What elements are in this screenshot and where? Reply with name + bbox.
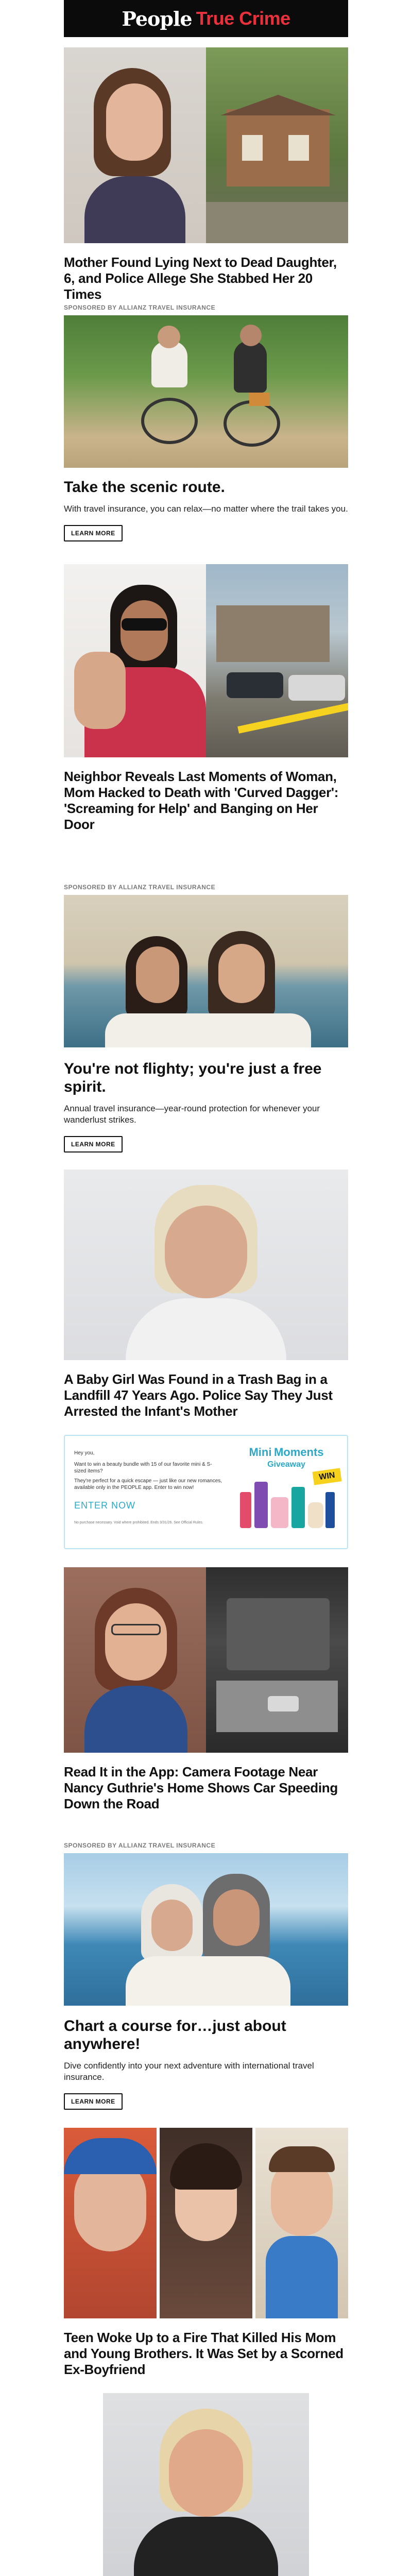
story-headline[interactable]: Neighbor Reveals Last Moments of Woman, Mom Hacked to Death with 'Curved Dagger': 'Screaming for Help' and Banging on Her Door bbox=[64, 769, 339, 832]
ad-body: With travel insurance, you can relax—no matter where the trail takes you. bbox=[64, 504, 348, 514]
ad-image[interactable] bbox=[64, 315, 348, 468]
victim-photo bbox=[255, 2128, 348, 2318]
story-card[interactable] bbox=[64, 1170, 348, 1419]
beauty-products bbox=[235, 1477, 338, 1533]
story-card[interactable] bbox=[64, 2393, 348, 2576]
scene-photo bbox=[206, 564, 348, 757]
story-image[interactable] bbox=[103, 2393, 309, 2576]
giveaway-text-1: Want to win a beauty bundle with 15 of our favorite mini & S-sized items? bbox=[74, 1462, 212, 1474]
story-headline[interactable]: A Baby Girl Was Found in a Trash Bag in a Landfill 47 Years Ago. Police Say They Just Arrested the Infant's Mother bbox=[64, 1371, 333, 1419]
victim-photo bbox=[160, 2128, 252, 2318]
giveaway-title-giveaway: Giveaway bbox=[267, 1460, 305, 1469]
story-headline[interactable]: Mother Found Lying Next to Dead Daughter, 6, and Police Allege She Stabbed Her 20 Times bbox=[64, 255, 337, 302]
newsletter-header[interactable] bbox=[64, 0, 348, 37]
ad-headline[interactable]: Take the scenic route. bbox=[64, 479, 225, 496]
story-image[interactable] bbox=[64, 47, 348, 243]
portrait-photo bbox=[64, 1567, 206, 1753]
ad-image[interactable] bbox=[64, 895, 348, 1047]
giveaway-title-moments: Moments bbox=[273, 1446, 324, 1459]
mugshot-photo bbox=[64, 47, 206, 243]
learn-more-button[interactable]: LEARN MORE bbox=[64, 525, 123, 541]
story-headline[interactable]: Teen Woke Up to a Fire That Killed His Mom and Young Brothers. It Was Set by a Scorned Ex-Boyfriend bbox=[64, 2330, 344, 2377]
story-card[interactable] bbox=[64, 1567, 348, 1812]
ad-headline[interactable]: Chart a course for…just about anywhere! bbox=[64, 2018, 286, 2053]
victim-photo bbox=[64, 2128, 157, 2318]
ad-block bbox=[64, 884, 348, 1153]
ad-block bbox=[64, 304, 348, 541]
story-image[interactable] bbox=[64, 2128, 348, 2318]
camera-footage bbox=[206, 1567, 348, 1753]
sponsor-label: SPONSORED BY ALLIANZ TRAVEL INSURANCE bbox=[64, 304, 216, 311]
story-card[interactable] bbox=[64, 47, 348, 302]
woman-photo bbox=[64, 564, 206, 757]
win-badge: WIN bbox=[312, 1468, 341, 1485]
story-headline[interactable]: Read It in the App: Camera Footage Near Nancy Guthrie's Home Shows Car Speeding Down the Road bbox=[64, 1764, 338, 1811]
ad-headline[interactable]: You're not flighty; you're just a free spirit. bbox=[64, 1060, 322, 1095]
story-card[interactable] bbox=[64, 2128, 348, 2378]
enter-now-button[interactable]: ENTER NOW bbox=[74, 1500, 135, 1511]
story-image[interactable] bbox=[64, 564, 348, 757]
giveaway-title-mini: Mini bbox=[249, 1446, 272, 1459]
giveaway-text-2: They're perfect for a quick escape — just like our new romances, available only in the PEOPLE app. Enter to win now! bbox=[74, 1478, 222, 1490]
ad-image[interactable] bbox=[64, 1853, 348, 2006]
giveaway-greeting: Hey you, bbox=[74, 1450, 95, 1456]
learn-more-button[interactable]: LEARN MORE bbox=[64, 1136, 123, 1153]
true-crime-logo: True Crime bbox=[196, 8, 290, 29]
house-photo bbox=[206, 47, 348, 243]
giveaway-banner[interactable] bbox=[64, 1435, 348, 1549]
giveaway-visual bbox=[235, 1446, 338, 1533]
story-card[interactable] bbox=[64, 564, 348, 833]
story-image[interactable] bbox=[64, 1567, 348, 1753]
sponsor-label: SPONSORED BY ALLIANZ TRAVEL INSURANCE bbox=[64, 884, 216, 891]
story-image[interactable] bbox=[64, 1170, 348, 1360]
sponsor-label: SPONSORED BY ALLIANZ TRAVEL INSURANCE bbox=[64, 1842, 216, 1849]
ad-body: Annual travel insurance—year-round protection for whenever your wanderlust strikes. bbox=[64, 1104, 320, 1125]
ad-body: Dive confidently into your next adventure with international travel insurance. bbox=[64, 2061, 314, 2082]
ad-block bbox=[64, 1842, 348, 2110]
learn-more-button[interactable]: LEARN MORE bbox=[64, 2093, 123, 2110]
giveaway-fine-print: No purchase necessary. Void where prohibited. Ends 3/31/26. See Official Rules. bbox=[74, 1521, 203, 1524]
people-logo: People bbox=[122, 7, 192, 30]
